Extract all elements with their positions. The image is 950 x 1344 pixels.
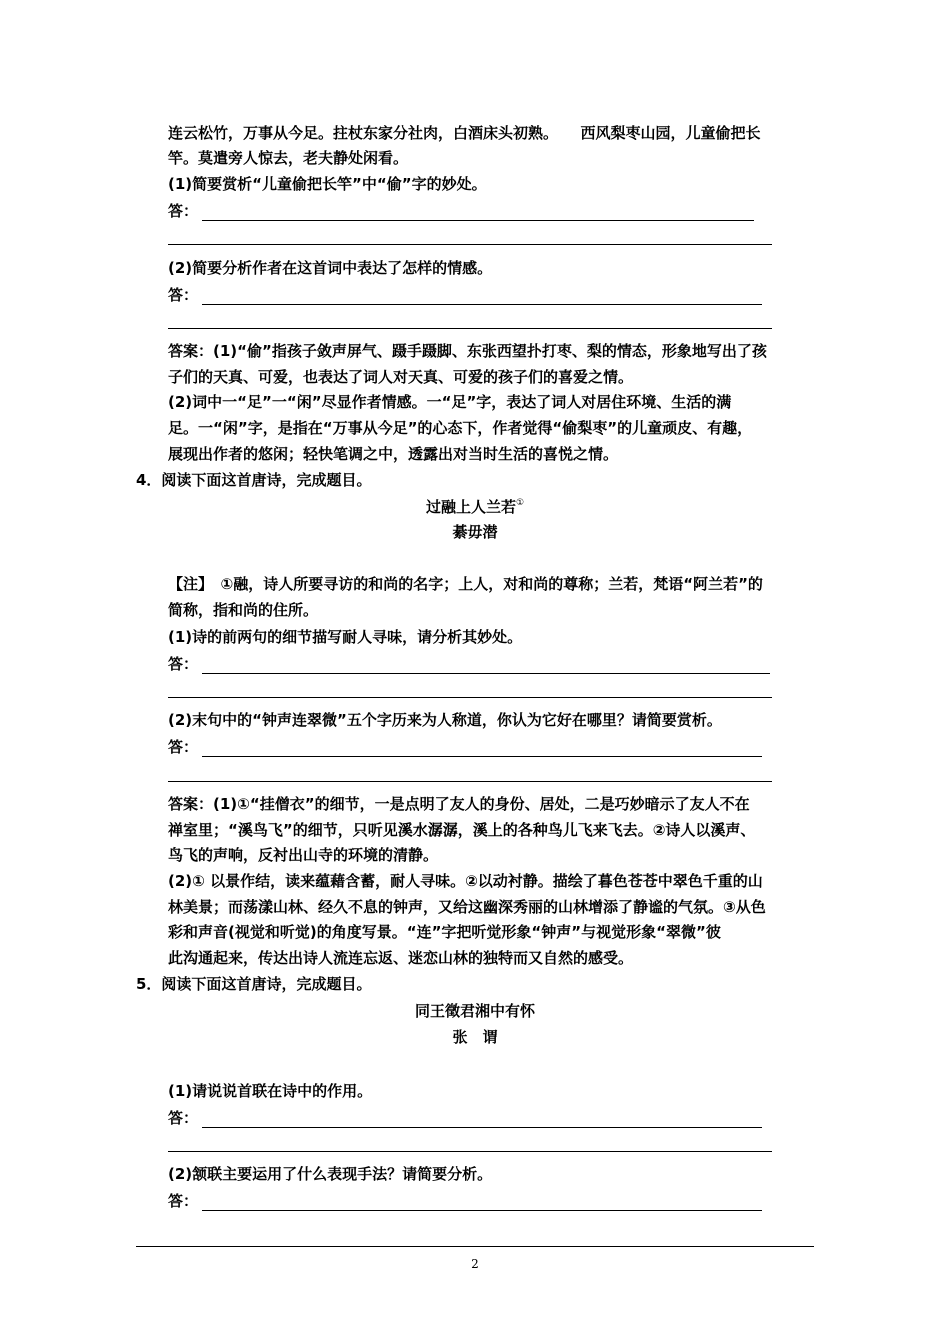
q4-answer-2-text: (2)① 以景作结，读来蕴藉含蓄，耐人寻味。②以动衬静。描绘了暮色苍苍中翠色千重的山 [168,872,763,890]
q4-answer-2-text: 林美景；而荡漾山林、经久不息的钟声，又给这幽深秀丽的山林增添了静谧的气氛。③从色 [168,898,766,916]
q5-answer-1-line [168,1108,828,1128]
q5-poem-author: 张 谓 [452,1028,498,1046]
footer-divider [136,1246,814,1247]
q4-poem-title [0,497,950,517]
answer-blank [202,1113,762,1128]
answer-blank-line [168,328,772,329]
q5-poem-title: 同王徵君湘中有怀 [414,1002,535,1020]
q5-subquestion-2: (2)颔联主要运用了什么表现手法？请简要分析。 [168,1165,493,1183]
q4-subquestion-2: (2)末句中的“钟声连翠微”五个字历来为人称道，你认为它好在哪里？请简要赏析。 [168,711,722,729]
answer-prefix: 答： [168,286,199,304]
q4-note-line-2: 简称，指和尚的住所。 [168,601,319,619]
q4-note-line-1: 【注】 ①融，诗人所要寻访的和尚的名字；上人，对和尚的尊称；兰若，梵语“阿兰若”的 [168,575,763,593]
answer-blank [202,290,762,305]
answer-blank [202,206,754,221]
answer-label: 答案： [168,342,214,360]
answer-blank-line [168,697,772,698]
q4-answer-1-line [168,654,828,674]
answer-blank-line [168,244,772,245]
answer-prefix: 答： [168,1109,199,1127]
q4-subquestion-1: (1)诗的前两句的细节描写耐人寻味，请分析其妙处。 [168,628,523,646]
answer-prefix: 答： [168,202,199,220]
q4-answer-1-text: 禅室里；“溪鸟飞”的细节，只听见溪水潺潺，溪上的各种鸟儿飞来飞去。②诗人以溪声、 [168,821,756,839]
q4-answer-2-text: 彩和声音(视觉和听觉)的角度写景。“连”字把听觉形象“钟声”与视觉形象“翠微”彼 [168,923,721,941]
answer-text: (1)①“挂僧衣”的细节，一是点明了友人的身份、居处，二是巧妙暗示了友人不在 [213,795,750,813]
q3-answer-1-text: 子们的天真、可爱，也表达了词人对天真、可爱的孩子们的喜爱之情。 [168,368,634,386]
answer-blank-line [168,1151,772,1152]
q5-subquestion-1: (1)请说说首联在诗中的作用。 [168,1082,373,1100]
q3-answer-2-text: (2)词中一“足”一“闲”尽显作者情感。一“足”字，表达了词人对居住环境、生活的满 [168,393,732,411]
q3-answer-2-text: 展现出作者的悠闲；轻快笔调之中，透露出对当时生活的喜悦之情。 [168,445,619,463]
answer-text: (1)“偷”指孩子敛声屏气、蹑手蹑脚、东张西望扑打枣、梨的情态，形象地写出了孩 [213,342,767,360]
q4-answer-1-text [168,794,828,814]
answer-prefix: 答： [168,738,199,756]
q3-poem-line-2: 竿。莫遣旁人惊去，老夫静处闲看。 [168,149,409,167]
q3-answer-2-text: 足。一“闲”字，是指在“万事从今足”的心态下，作者觉得“偷梨枣”的儿童顽皮、有趣， [168,419,753,437]
poem-title-text: 过融上人兰若 [425,498,516,516]
answer-blank-line [168,781,772,782]
answer-prefix: 答： [168,655,199,673]
q3-answer-2-line [168,285,828,305]
q5-question-number: 5．阅读下面这首唐诗，完成题目。 [136,975,372,993]
q5-answer-2-line [168,1191,828,1211]
q3-subquestion-2: (2)简要分析作者在这首词中表达了怎样的情感。 [168,259,493,277]
answer-prefix: 答： [168,1192,199,1210]
q3-poem-line-1: 连云松竹，万事从今足。拄杖东家分社肉，白酒床头初熟。 西风梨枣山园，儿童偷把长 [168,124,761,142]
answer-blank [202,1196,762,1211]
q4-question-number: 4．阅读下面这首唐诗，完成题目。 [136,471,372,489]
q3-answer-1-line [168,201,828,221]
q3-answer-1-text [168,341,828,361]
answer-label: 答案： [168,795,214,813]
q3-subquestion-1: (1)简要赏析“儿童偷把长竿”中“偷”字的妙处。 [168,175,487,193]
answer-blank [202,659,770,674]
q4-answer-2-line [168,737,828,757]
q4-answer-2-text: 此沟通起来，传达出诗人流连忘返、迷恋山林的独特而又自然的感受。 [168,949,634,967]
footnote-mark: ① [515,498,525,508]
q4-poem-author: 綦毋潜 [452,523,498,541]
answer-blank [202,742,762,757]
page-number: 2 [471,1257,479,1271]
q4-answer-1-text: 鸟飞的声响，反衬出山寺的环境的清静。 [168,846,439,864]
